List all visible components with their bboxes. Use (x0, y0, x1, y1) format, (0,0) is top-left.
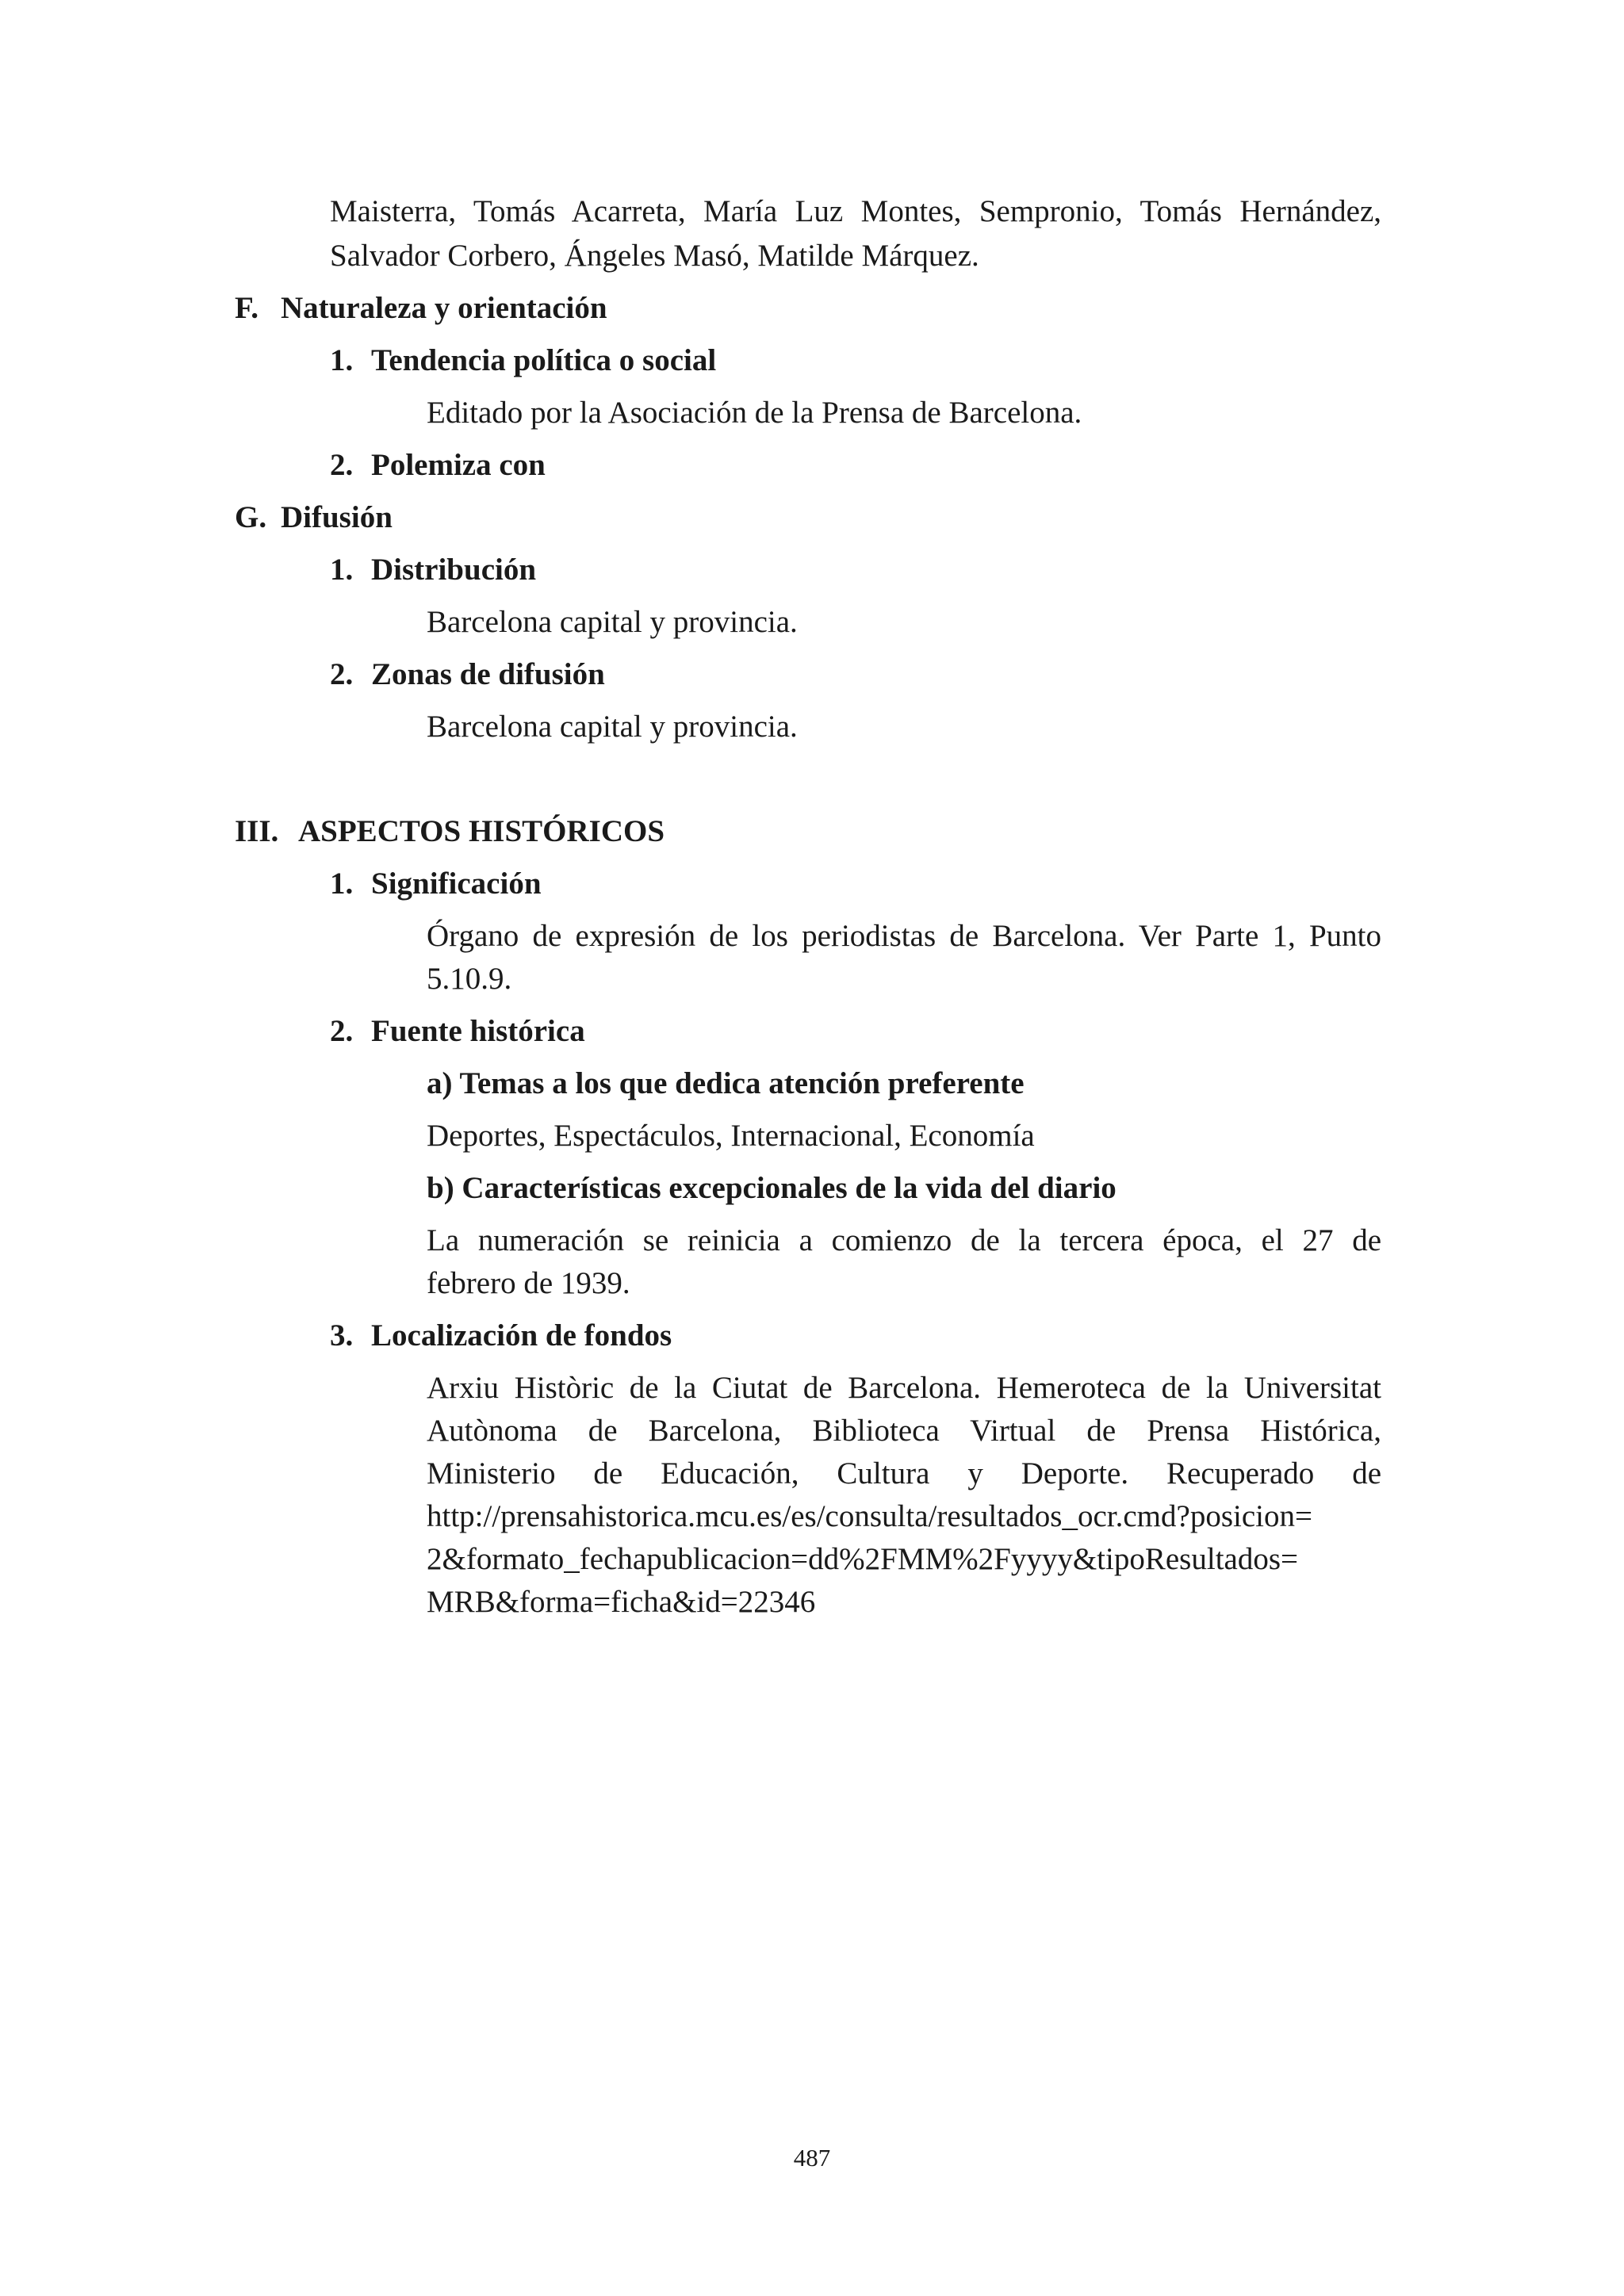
continuation-line-1: Maisterra, Tomás Acarreta, María Luz Montes, Sempronio, Tomás Hernández, (330, 194, 1381, 228)
section-g-item-2-text: Barcelona capital y provincia. (427, 710, 798, 744)
section-iii-item-1-title: Significación (371, 867, 542, 901)
section-g-item-2-heading (330, 653, 605, 696)
section-g-title: Difusión (281, 500, 393, 534)
section-f-heading (235, 287, 607, 330)
section-iii-item-3-text-line-2: Autònoma de Barcelona, Biblioteca Virtual de Prensa Histórica, (427, 1414, 1381, 1448)
continuation-line-2: Salvador Corbero, Ángeles Masó, Matilde Márquez. (330, 239, 979, 273)
section-f-item-2-title: Polemiza con (371, 448, 546, 482)
section-iii-item-1-heading (330, 863, 542, 905)
page-number: 487 (793, 2144, 831, 2172)
section-iii-item-3-text-line-3: Ministerio de Educación, Cultura y Deporte. Recuperado de (427, 1456, 1381, 1490)
section-f-item-2-heading (330, 444, 546, 487)
section-g-item-1-num: 1. (330, 553, 354, 587)
section-iii-heading (235, 810, 665, 853)
section-iii-item-1-text-line-1: Órgano de expresión de los periodistas de Barcelona. Ver Parte 1, Punto (427, 919, 1381, 953)
section-iii-item-3-text-line-5: 2&formato_fechapublicacion=dd%2FMM%2Fyyyy&tipoResultados= (427, 1542, 1299, 1576)
section-iii-item-2-sub-b-text-line-1: La numeración se reinicia a comienzo de la tercera época, el 27 de (427, 1223, 1381, 1257)
section-f-title: Naturaleza y orientación (281, 291, 607, 325)
section-iii-item-3-text-line-1: Arxiu Històric de la Ciutat de Barcelona. Hemeroteca de la Universitat (427, 1371, 1381, 1405)
section-iii-item-2-sub-a-title: a) Temas a los que dedica atención preferente (427, 1066, 1025, 1100)
section-iii-item-3-text-line-4: http://prensahistorica.mcu.es/es/consulta/resultados_ocr.cmd?posicion= (427, 1499, 1312, 1533)
section-iii-item-1-num: 1. (330, 867, 354, 901)
section-f-item-1-num: 1. (330, 343, 354, 377)
section-iii-item-2-sub-b-title: b) Características excepcionales de la vida del diario (427, 1171, 1116, 1205)
section-iii-item-2-num: 2. (330, 1014, 354, 1048)
section-iii-item-3-num: 3. (330, 1318, 354, 1353)
section-f-letter: F. (235, 291, 259, 325)
section-f-item-2-num: 2. (330, 448, 354, 482)
section-iii-title: ASPECTOS HISTÓRICOS (298, 814, 665, 848)
section-f-item-1-title: Tendencia política o social (371, 343, 717, 377)
section-g-item-1-title: Distribución (371, 553, 537, 587)
section-g-heading (235, 496, 393, 539)
section-iii-item-2-title: Fuente histórica (371, 1014, 585, 1048)
section-g-item-2-title: Zonas de difusión (371, 657, 605, 691)
section-iii-item-2-sub-b-text-line-2: febrero de 1939. (427, 1266, 630, 1300)
section-iii-item-2-sub-a-text: Deportes, Espectáculos, Internacional, Economía (427, 1119, 1035, 1153)
section-g-item-1-heading (330, 549, 536, 591)
section-iii-item-2-heading (330, 1010, 585, 1053)
section-f-item-1-heading (330, 339, 716, 382)
section-g-item-1-text: Barcelona capital y provincia. (427, 605, 798, 639)
section-iii-item-3-text-line-6: MRB&forma=ficha&id=22346 (427, 1585, 816, 1619)
section-g-letter: G. (235, 500, 267, 534)
section-iii-item-3-heading (330, 1314, 672, 1357)
section-iii-item-1-text-line-2: 5.10.9. (427, 962, 512, 996)
section-iii-item-3-title: Localización de fondos (371, 1318, 672, 1353)
section-f-item-1-text: Editado por la Asociación de la Prensa de Barcelona. (427, 396, 1082, 430)
section-iii-roman: III. (235, 814, 279, 848)
section-g-item-2-num: 2. (330, 657, 354, 691)
